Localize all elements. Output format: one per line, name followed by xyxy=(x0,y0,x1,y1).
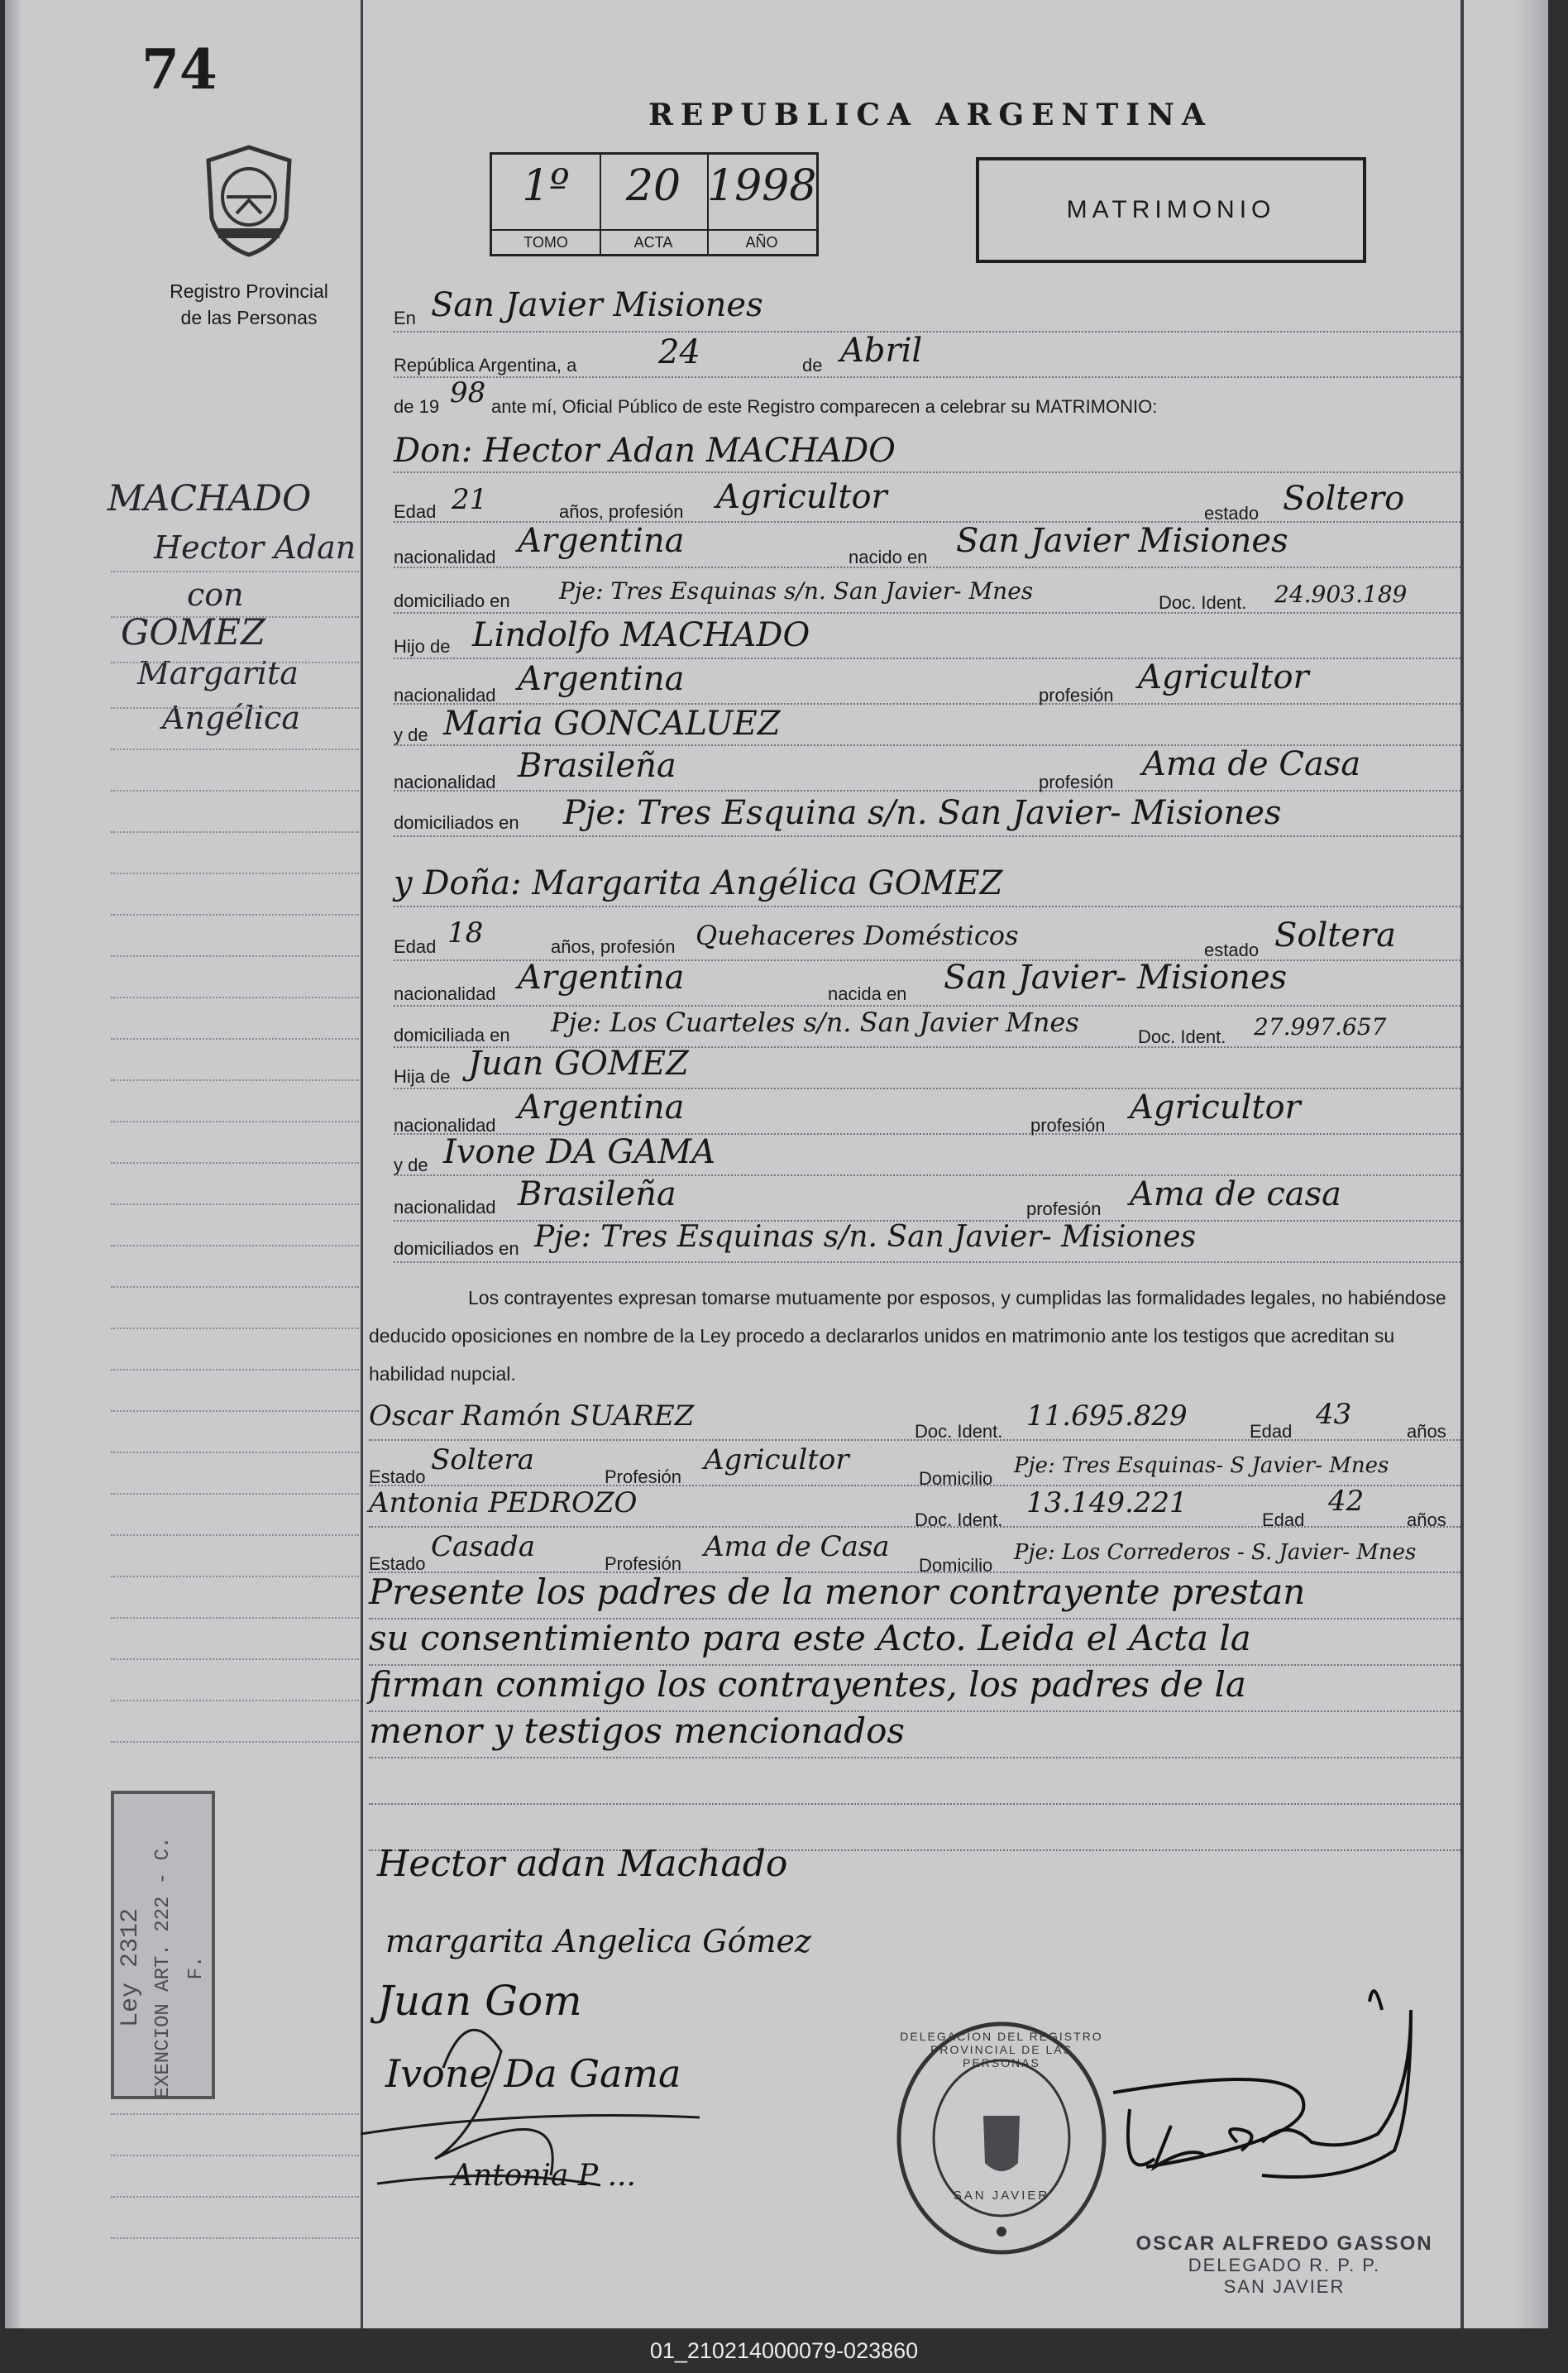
value-t2-edad: 42 xyxy=(1328,1485,1365,1518)
row-lugar xyxy=(394,286,1460,333)
row-anio xyxy=(394,376,1460,418)
matrimonio-box: MATRIMONIO xyxy=(976,157,1366,263)
value-madre1: Maria GONCALUEZ xyxy=(443,705,781,743)
label-y-de: y de xyxy=(394,725,428,745)
label-nacionalidad: nacionalidad xyxy=(394,547,496,567)
value-padre2-nac: Argentina xyxy=(518,1088,685,1127)
row-testigo2 xyxy=(369,1485,1460,1528)
signature-scribbles xyxy=(352,1969,815,2217)
value-don-nacido: San Javier Misiones xyxy=(956,522,1288,560)
image-filename: 01_210214000079-023860 xyxy=(649,2338,919,2363)
row-don-nac xyxy=(394,522,1460,568)
value-t1-estado: Soltera xyxy=(431,1443,534,1476)
row-madre2 xyxy=(394,1133,1460,1176)
value-dona-domicilio: Pje: Los Cuarteles s/n. San Javier Mnes xyxy=(551,1007,1079,1038)
label-domiciliada-en: domiciliada en xyxy=(394,1025,510,1045)
label-en: En xyxy=(394,308,416,328)
row-padre1 xyxy=(394,616,1460,659)
signature-witness: Antonia P ... xyxy=(452,2159,636,2193)
value-dona-nacida: San Javier- Misiones xyxy=(944,959,1288,997)
label-comparecen: ante mí, Oficial Público de este Registro comparecen a celebrar su MATRIMONIO: xyxy=(491,396,1158,417)
label-doc-ident: Doc. Ident. xyxy=(1138,1026,1226,1047)
value-dona-prof: Quehaceres Domésticos xyxy=(696,920,1019,951)
row-dona-nac xyxy=(394,959,1460,1007)
label-estado: estado xyxy=(1204,940,1260,960)
label-edad: Edad xyxy=(1262,1509,1305,1530)
label-anos-profesion: años, profesión xyxy=(551,936,676,957)
row-dona-domicilio xyxy=(394,1005,1460,1048)
label-estado: Estado xyxy=(369,1466,426,1487)
margin-surname-2: GOMEZ xyxy=(121,612,265,653)
row-don-domicilio xyxy=(394,571,1460,614)
value-t1-doc: 11.695.829 xyxy=(1026,1399,1188,1433)
value-madre2-nac: Brasileña xyxy=(518,1175,676,1213)
label-nacionalidad: nacionalidad xyxy=(394,685,496,706)
value-t2-nombre: Antonia PEDROZO xyxy=(369,1486,638,1519)
row-dona xyxy=(394,864,1460,907)
margin-given-3: Angélica xyxy=(162,700,300,736)
label-domiciliado-en: domiciliado en xyxy=(394,591,510,611)
value-dona-estado: Soltera xyxy=(1274,916,1396,954)
value-t1-dom: Pje: Tres Esquinas- S Javier- Mnes xyxy=(1014,1453,1389,1478)
value-t2-prof: Ama de Casa xyxy=(704,1530,890,1563)
label-domiciliados-en: domiciliados en xyxy=(394,1238,519,1259)
value-t1-nombre: Oscar Ramón SUAREZ xyxy=(369,1399,695,1433)
value-dona: y Doña: Margarita Angélica GOMEZ xyxy=(394,864,1003,902)
value-t2-estado: Casada xyxy=(431,1530,536,1563)
ley-stamp-text xyxy=(114,1819,213,2117)
label-nacionalidad: nacionalidad xyxy=(394,983,496,1004)
registry-name xyxy=(137,278,361,331)
tomo-cell xyxy=(492,155,601,254)
page-number: 74 xyxy=(141,37,218,102)
row-testigo1 xyxy=(369,1398,1460,1441)
row-padres2-dom xyxy=(394,1220,1460,1263)
label-republica: República Argentina, a xyxy=(394,355,577,376)
value-madre2-prof: Ama de casa xyxy=(1130,1175,1341,1213)
note-line-4: menor y testigos mencionados xyxy=(369,1710,1460,1758)
label-profesion: Profesión xyxy=(605,1553,681,1574)
delegado-place: SAN JAVIER xyxy=(1223,2276,1346,2297)
note-blank-1 xyxy=(369,1757,1460,1805)
ano-cell xyxy=(707,155,816,254)
value-madre1-nac: Brasileña xyxy=(518,747,676,785)
row-don-edad xyxy=(394,480,1460,523)
label-domicilio: Domicilio xyxy=(919,1555,993,1576)
label-hijo-de: Hijo de xyxy=(394,636,451,657)
label-de-19: de 19 xyxy=(394,396,440,417)
seal-text: DELEGACION DEL REGISTRO PROVINCIAL DE LAS PERSONAS xyxy=(900,2030,1103,2069)
label-profesion: profesión xyxy=(1039,772,1114,792)
row-padre2 xyxy=(394,1046,1460,1089)
acta-value: 20 xyxy=(625,161,681,211)
label-nacida-en: nacida en xyxy=(828,983,907,1004)
label-hija-de: Hija de xyxy=(394,1066,451,1087)
label-nacido-en: nacido en xyxy=(849,547,928,567)
label-de-mes: de xyxy=(802,355,823,376)
tomo-acta-box xyxy=(490,152,819,256)
value-madre2: Ivone DA GAMA xyxy=(443,1133,715,1171)
value-madre1-prof: Ama de Casa xyxy=(1142,745,1361,783)
value-t2-doc: 13.149.221 xyxy=(1026,1486,1188,1519)
value-padre1-prof: Agricultor xyxy=(1138,658,1309,696)
label-edad: Edad xyxy=(1250,1421,1293,1442)
row-padre2-nac xyxy=(394,1088,1460,1136)
label-nacionalidad: nacionalidad xyxy=(394,1115,496,1136)
row-fecha xyxy=(394,332,1460,378)
delegado-block xyxy=(1131,2233,1437,2298)
seal-place: SAN JAVIER xyxy=(953,2189,1050,2203)
signature-groom: Hector adan Machado xyxy=(377,1843,788,1885)
row-madre2-nac xyxy=(394,1175,1460,1222)
value-padre1-nac: Argentina xyxy=(518,660,685,698)
right-border-line xyxy=(1460,0,1464,2328)
label-anos: años xyxy=(1407,1421,1446,1442)
acta-cell xyxy=(600,155,709,254)
signature-bride: margarita Angelica Gómez xyxy=(385,1923,811,1959)
value-t2-dom: Pje: Los Correderos - S. Javier- Mnes xyxy=(1014,1540,1417,1565)
label-domicilio: Domicilio xyxy=(919,1468,993,1489)
value-don-nac: Argentina xyxy=(518,522,685,560)
label-y-de: y de xyxy=(394,1155,428,1175)
label-nacionalidad: nacionalidad xyxy=(394,1197,496,1218)
row-testigo2-datos xyxy=(369,1530,1460,1576)
value-anio: 98 xyxy=(450,376,486,409)
registry-line-2: de las Personas xyxy=(180,307,318,328)
value-don-edad: 21 xyxy=(452,483,488,516)
label-profesion: profesión xyxy=(1030,1115,1106,1136)
value-dona-edad: 18 xyxy=(447,916,484,950)
value-padres1-dom: Pje: Tres Esquina s/n. San Javier- Misiones xyxy=(563,794,1282,832)
page-edge xyxy=(1515,0,1548,2328)
row-dona-edad xyxy=(394,918,1460,961)
label-profesion: profesión xyxy=(1039,685,1114,706)
value-t1-edad: 43 xyxy=(1316,1398,1352,1431)
value-t1-prof: Agricultor xyxy=(704,1443,849,1476)
row-padres1-dom xyxy=(394,794,1460,837)
value-don-prof: Agricultor xyxy=(716,478,887,516)
value-don-domicilio: Pje: Tres Esquinas s/n. San Javier- Mnes xyxy=(559,577,1034,605)
label-domiciliados-en: domiciliados en xyxy=(394,812,519,833)
value-don-doc: 24.903.189 xyxy=(1274,581,1408,608)
delegado-title: DELEGADO R. P. P. xyxy=(1188,2255,1381,2275)
row-testigo1-datos xyxy=(369,1443,1460,1489)
value-dona-nac: Argentina xyxy=(518,959,685,997)
label-edad: Edad xyxy=(394,936,437,957)
margin-given-2: Margarita xyxy=(137,655,299,691)
ano-value: 1998 xyxy=(707,161,817,211)
label-anos: años xyxy=(1407,1509,1446,1530)
value-dona-doc: 27.997.657 xyxy=(1254,1013,1387,1041)
label-profesion: profesión xyxy=(1026,1198,1102,1219)
label-anos-profesion: años, profesión xyxy=(559,501,684,522)
label-nacionalidad: nacionalidad xyxy=(394,772,496,792)
label-estado: estado xyxy=(1204,503,1260,524)
row-don xyxy=(394,430,1460,473)
value-don-estado: Soltero xyxy=(1283,480,1405,518)
margin-surname-1: MACHADO xyxy=(108,478,312,519)
value-padre1: Lindolfo MACHADO xyxy=(472,616,810,654)
label-edad: Edad xyxy=(394,501,437,522)
registry-line-1: Registro Provincial xyxy=(170,280,328,302)
note-line-1: Presente los padres de la menor contrayente prestan xyxy=(369,1572,1460,1619)
tomo-value: 1º xyxy=(522,161,570,211)
ley-stamp xyxy=(111,1791,215,2099)
value-padre2: Juan GOMEZ xyxy=(468,1045,689,1083)
note-line-3: firman conmigo los contrayentes, los padres de la xyxy=(369,1664,1460,1712)
label-profesion: Profesión xyxy=(605,1466,681,1487)
acta-label: ACTA xyxy=(600,229,707,254)
note-line-2: su consentimiento para este Acto. Leida el Acta la xyxy=(369,1618,1460,1666)
label-doc-ident: Doc. Ident. xyxy=(915,1421,1003,1442)
legal-paragraph: Los contrayentes expresan tomarse mutuamente por esposos, y cumplidas las formalidades legales, no habiéndose deducido oposiciones en nombre de la Ley procedo a declararlos unidos en matrimonio ante los testigos que acreditan su habilidad nupcial. xyxy=(369,1287,1446,1385)
row-madre1-nac xyxy=(394,745,1460,792)
value-lugar: San Javier Misiones xyxy=(431,286,763,324)
value-padres2-dom: Pje: Tres Esquinas s/n. San Javier- Misiones xyxy=(534,1220,1197,1254)
ano-label: AÑO xyxy=(707,229,816,254)
row-padre1-nac xyxy=(394,658,1460,706)
registry-seal xyxy=(894,2018,1109,2258)
official-signature xyxy=(1097,1977,1444,2233)
margin-con: con xyxy=(187,577,244,613)
value-dia: 24 xyxy=(658,333,700,371)
label-estado: Estado xyxy=(369,1553,426,1574)
label-doc-ident: Doc. Ident. xyxy=(915,1509,1003,1530)
signature-mother: Ivone Da Gama xyxy=(385,2051,681,2096)
stamp-line-2: EXENCION ART. 222 - C. F. xyxy=(152,1836,208,2099)
row-madre1 xyxy=(394,703,1460,746)
signature-father: Juan Gom xyxy=(377,1977,582,2025)
value-padre2-prof: Agricultor xyxy=(1130,1088,1301,1127)
record-page xyxy=(5,0,1548,2328)
stamp-line-1: Ley 2312 xyxy=(117,1907,145,2028)
label-doc-ident: Doc. Ident. xyxy=(1159,592,1247,613)
value-don: Don: Hector Adan MACHADO xyxy=(394,432,896,470)
delegado-name: OSCAR ALFREDO GASSON xyxy=(1135,2232,1433,2255)
provincial-crest-icon xyxy=(197,142,301,258)
margin-given-1: Hector Adan xyxy=(154,529,356,566)
document-title: REPUBLICA ARGENTINA xyxy=(648,98,1212,132)
tomo-label: TOMO xyxy=(492,229,600,254)
value-mes: Abril xyxy=(840,332,923,370)
